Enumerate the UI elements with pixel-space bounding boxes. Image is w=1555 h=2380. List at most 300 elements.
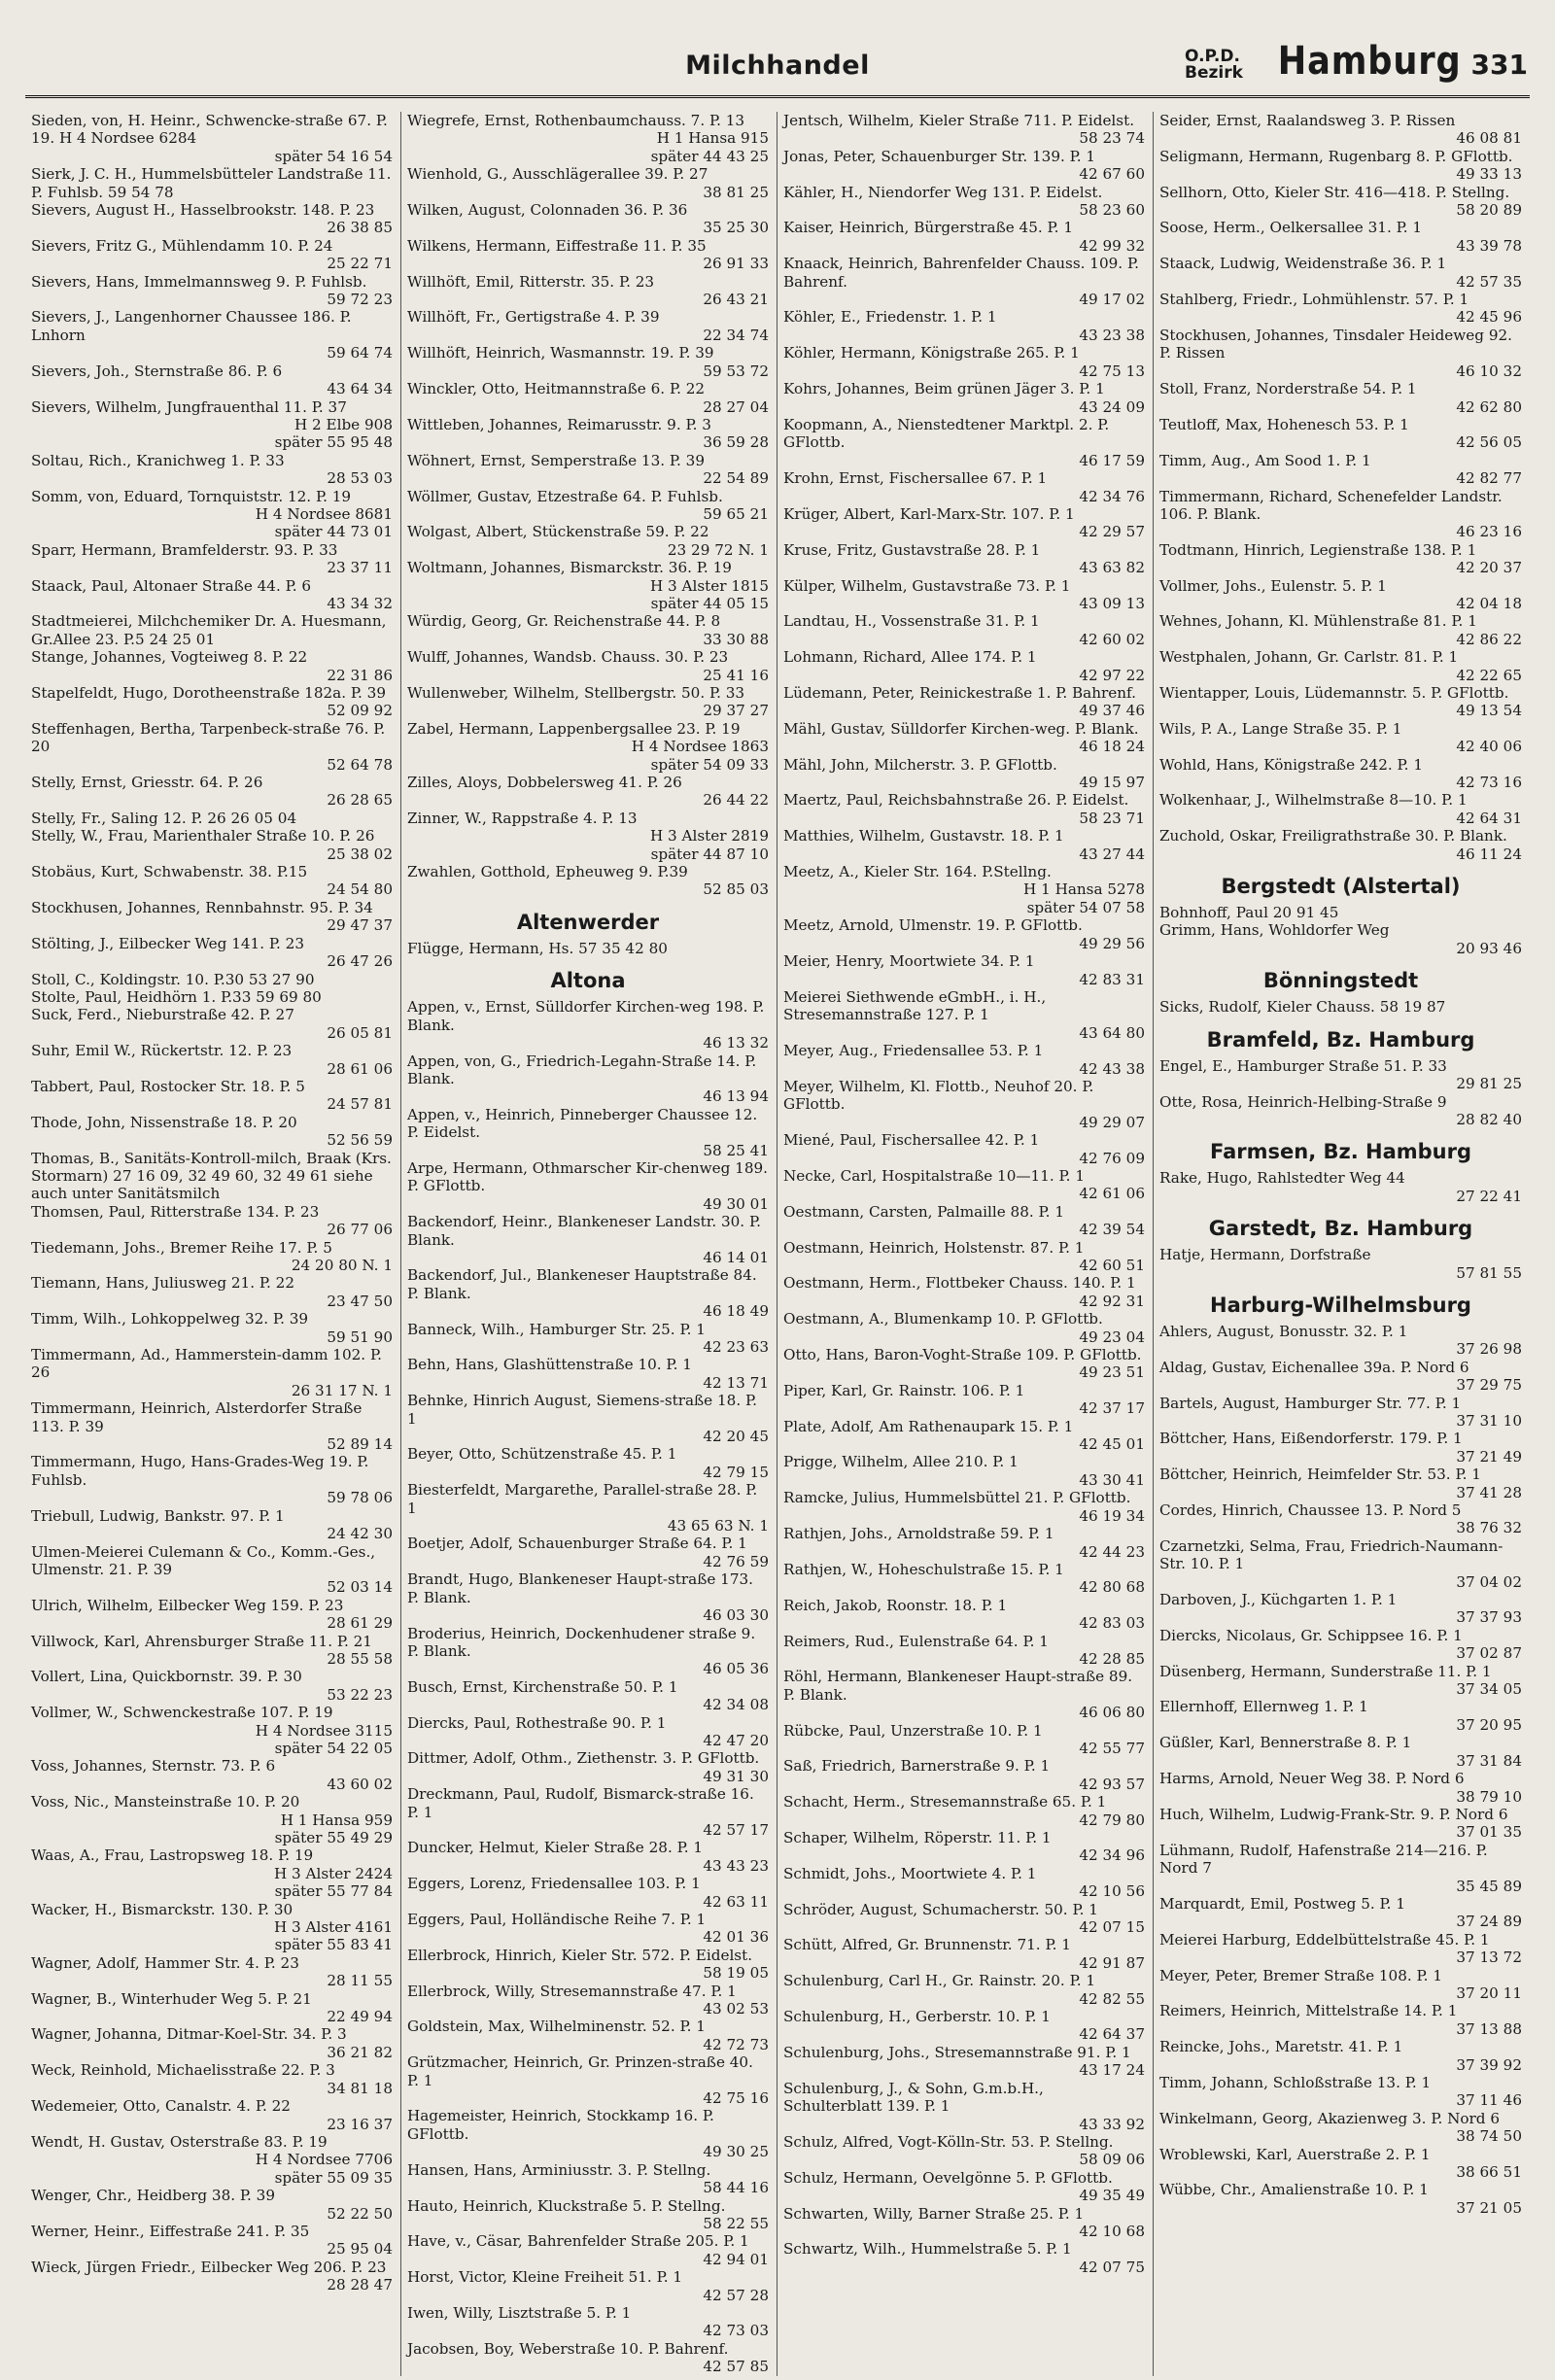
directory-entry <box>31 452 393 488</box>
entry-text: Meyer, Aug., Friedensallee 53. P. 1 <box>783 1042 1044 1060</box>
phone-number: später 55 83 41 <box>274 1936 393 1954</box>
directory-entry <box>407 1749 769 1785</box>
phone-number: 42 60 02 <box>1079 630 1145 648</box>
entry-text: Villwock, Karl, Ahrensburger Straße 11. P. 21 <box>31 1632 372 1650</box>
entry-text: Oestmann, Herm., Flottbeker Chauss. 140. P. 1 <box>783 1274 1136 1293</box>
entry-text: Vollert, Lina, Quickbornstr. 39. P. 30 <box>31 1668 302 1686</box>
directory-entry <box>1159 1770 1522 1806</box>
phone-number: 49 29 56 <box>1079 934 1145 952</box>
phone-number: 42 79 80 <box>1079 1811 1145 1829</box>
entry-text: Wagner, Adolf, Hammer Str. 4. P. 23 <box>31 1953 299 1972</box>
phone-number: später 55 09 35 <box>274 2168 393 2187</box>
phone-number: H 4 Nordsee 7706 <box>255 2151 393 2169</box>
directory-entry <box>783 899 1145 916</box>
directory-entry <box>31 1453 393 1506</box>
entry-text: Ahlers, August, Bonusstr. 32. P. 1 <box>1159 1322 1408 1340</box>
entry-text: Hagemeister, Heinrich, Stockkamp 16. P. GFlottb. <box>407 2107 714 2143</box>
entry-text: Schwartz, Wilh., Hummelstraße 5. P. 1 <box>783 2240 1072 2259</box>
entry-text: Stahlberg, Friedr., Lohmühlenstr. 57. P. 1 <box>1159 291 1469 309</box>
phone-number: später 44 73 01 <box>274 523 393 541</box>
entry-text: Wienhold, G., Ausschlägerallee 39. P. 27 <box>407 165 708 184</box>
directory-entry <box>783 1042 1145 1078</box>
phone-number: 46 11 24 <box>1456 845 1522 863</box>
phone-number: 49 30 01 <box>703 1194 769 1213</box>
entry-text: Backendorf, Heinr., Blankeneser Landstr. 30. P. Blank. <box>407 1213 761 1249</box>
directory-entry <box>407 1947 769 1983</box>
entry-text: Meyer, Wilhelm, Kl. Flottb., Neuhof 20. P. GFlottb. <box>783 1077 1094 1114</box>
phone-number: 43 09 13 <box>1079 594 1145 612</box>
entry-text: Cordes, Hinrich, Chaussee 13. P. Nord 5 <box>1159 1501 1462 1519</box>
phone-number: 43 24 09 <box>1079 397 1145 416</box>
phone-number: 27 22 41 <box>1456 1187 1522 1205</box>
directory-entry <box>407 1266 769 1320</box>
phone-number: 42 56 05 <box>1456 433 1522 452</box>
directory-entry <box>407 774 769 810</box>
entry-text: Sievers, J., Langenhorner Chaussee 186. P. Lnhorn <box>31 308 352 344</box>
phone-number: 22 31 86 <box>327 666 393 684</box>
entry-text: Zilles, Aloys, Dobbelersweg 41. P. 26 <box>407 774 682 792</box>
entry-text: Sierk, J. C. H., Hummelsbütteler Landstraße 11. P. Fuhlsb. 59 54 78 <box>31 165 392 201</box>
directory-entry <box>31 1668 393 1704</box>
entry-text: Wagner, Johanna, Ditmar-Koel-Str. 34. P. 3 <box>31 2025 347 2044</box>
phone-number: 59 53 72 <box>703 362 769 380</box>
entry-text: Wohld, Hans, Königstraße 242. P. 1 <box>1159 755 1423 774</box>
phone-number: 53 22 23 <box>327 1685 393 1704</box>
directory-entry <box>407 1535 769 1570</box>
phone-number: 42 45 01 <box>1079 1435 1145 1454</box>
phone-number: 58 23 74 <box>1079 129 1145 148</box>
directory-entry <box>407 684 769 720</box>
directory-entry <box>31 2061 393 2097</box>
entry-text: Hatje, Hermann, Dorfstraße <box>1159 1246 1371 1264</box>
directory-entry <box>783 505 1145 541</box>
directory-entry <box>407 1911 769 1947</box>
directory-entry <box>783 1561 1145 1597</box>
entry-text: Thomsen, Paul, Ritterstraße 134. P. 23 <box>31 1202 320 1221</box>
entry-text: Reich, Jakob, Roonstr. 18. P. 1 <box>783 1596 1008 1614</box>
directory-entry <box>31 433 393 451</box>
entry-text: Werner, Heinr., Eiffestraße 241. P. 35 <box>31 2222 310 2240</box>
directory-entry <box>407 2304 769 2340</box>
phone-number: 52 22 50 <box>327 2204 393 2223</box>
entry-text: Timmermann, Heinrich, Alsterdorfer Straße 113. P. 39 <box>31 1399 363 1435</box>
entry-text: Timm, Aug., Am Sood 1. P. 1 <box>1159 451 1371 469</box>
directory-entry <box>783 184 1145 220</box>
directory-entry <box>407 344 769 380</box>
directory-entry <box>783 2008 1145 2044</box>
phone-number: 46 13 32 <box>703 1034 769 1052</box>
phone-number: 42 83 31 <box>1079 970 1145 988</box>
phone-number: 29 37 27 <box>703 702 769 720</box>
phone-number: 57 81 55 <box>1456 1263 1522 1282</box>
directory-entry <box>31 810 393 827</box>
phone-number: 42 43 38 <box>1079 1059 1145 1078</box>
directory-entry <box>31 1901 393 1937</box>
phone-number: 42 01 36 <box>703 1928 769 1947</box>
entry-text: Wiegrefe, Ernst, Rothenbaumchauss. 7. P. 13 <box>407 112 745 129</box>
directory-entry <box>1159 2074 1522 2110</box>
entry-text: Arpe, Hermann, Othmarscher Kir-chenweg 189. P. GFlottb. <box>407 1158 768 1195</box>
entry-text: Lohmann, Richard, Allee 174. P. 1 <box>783 648 1037 667</box>
directory-entry <box>1159 1698 1522 1734</box>
directory-entry <box>783 2205 1145 2241</box>
phone-number: H 4 Nordsee 1863 <box>631 738 769 756</box>
phone-number: 28 11 55 <box>327 1972 393 1990</box>
phone-number: 43 60 02 <box>327 1775 393 1793</box>
directory-entry <box>783 1453 1145 1489</box>
phone-number: 52 09 92 <box>327 702 393 720</box>
directory-entry <box>1159 1842 1522 1895</box>
directory-entry <box>31 971 393 988</box>
directory-entry <box>1159 684 1522 720</box>
directory-entry <box>31 1114 393 1150</box>
phone-number: 37 13 88 <box>1456 2019 1522 2038</box>
entry-text: Steffenhagen, Bertha, Tarpenbeck-straße 76. P. 20 <box>31 719 386 756</box>
entry-text: Biesterfeldt, Margarethe, Parallel-straße 28. P. 1 <box>407 1481 758 1517</box>
city-name: Hamburg <box>1277 39 1462 84</box>
locality-heading: Bönningstedt <box>1262 969 1419 993</box>
directory-entry <box>783 416 1145 469</box>
entry-text: Matthies, Wilhelm, Gustavstr. 18. P. 1 <box>783 827 1064 845</box>
directory-entry <box>1159 255 1522 291</box>
phone-number: 52 89 14 <box>327 1435 393 1454</box>
directory-entry <box>407 273 769 309</box>
entry-text: Oestmann, Heinrich, Holstenstr. 87. P. 1 <box>783 1238 1085 1257</box>
column-4 <box>1154 112 1530 2376</box>
phone-number: H 3 Alster 2819 <box>649 827 769 845</box>
locality-heading: Altona <box>550 969 626 993</box>
directory-entry <box>407 845 769 863</box>
entry-text: Schaper, Wilhelm, Röperstr. 11. P. 1 <box>783 1829 1052 1846</box>
entry-text: Staack, Ludwig, Weidenstraße 36. P. 1 <box>1159 255 1447 273</box>
entry-text: Zuchold, Oskar, Freiligrathstraße 30. P. Blank. <box>1159 827 1507 845</box>
entry-text: Maertz, Paul, Reichsbahnstraße 26. P. Eidelst. <box>783 791 1129 810</box>
directory-entry <box>407 2053 769 2107</box>
phone-number: 23 29 72 N. 1 <box>667 540 769 559</box>
directory-entry <box>407 756 769 774</box>
directory-entry <box>407 612 769 648</box>
entry-text: Ramcke, Julius, Hummelsbüttel 21. P. GFlottb. <box>783 1489 1131 1507</box>
entry-text: Miené, Paul, Fischersallee 42. P. 1 <box>783 1131 1040 1150</box>
phone-number: 24 20 80 N. 1 <box>291 1257 393 1274</box>
directory-entry <box>783 791 1145 827</box>
phone-number: später 55 77 84 <box>274 1882 393 1901</box>
directory-entry <box>783 1668 1145 1721</box>
entry-text: Willhöft, Fr., Gertigstraße 4. P. 39 <box>407 308 660 327</box>
phone-number: 37 04 02 <box>1456 1572 1522 1591</box>
directory-entry <box>783 827 1145 863</box>
directory-entry <box>407 1678 769 1714</box>
entry-text: Willhöft, Emil, Ritterstr. 35. P. 23 <box>407 272 655 291</box>
phone-number: 42 28 85 <box>1079 1649 1145 1668</box>
directory-entry <box>407 2018 769 2053</box>
entry-text: Bohnhoff, Paul 20 91 45 <box>1159 904 1339 922</box>
directory-entry <box>31 1346 393 1399</box>
phone-number: 42 91 87 <box>1079 1953 1145 1972</box>
phone-number: 43 23 38 <box>1079 326 1145 344</box>
locality-heading: Farmsen, Bz. Hamburg <box>1209 1140 1472 1164</box>
phone-number: 37 11 46 <box>1456 2091 1522 2110</box>
directory-entry <box>1159 1895 1522 1931</box>
phone-number: 38 74 50 <box>1456 2127 1522 2146</box>
entry-text: Stelly, Ernst, Griesstr. 64. P. 26 <box>31 774 263 792</box>
phone-number: 37 24 89 <box>1456 1913 1522 1931</box>
phone-number: 28 28 47 <box>327 2276 393 2294</box>
directory-entry <box>31 165 393 201</box>
entry-text: Suck, Ferd., Nieburstraße 42. P. 27 <box>31 1006 294 1024</box>
phone-number: 49 30 25 <box>703 2143 769 2161</box>
phone-number: 37 26 98 <box>1456 1340 1522 1359</box>
entry-text: Winckler, Otto, Heitmannstraße 6. P. 22 <box>407 380 706 398</box>
directory-entry <box>1159 1430 1522 1466</box>
directory-entry <box>783 344 1145 380</box>
entry-text: Röhl, Hermann, Blankeneser Haupt-straße 89. P. Blank. <box>783 1668 1133 1704</box>
entry-text: Schulz, Hermann, Oevelgönne 5. P. GFlottb. <box>783 2168 1113 2187</box>
phone-number: 49 35 49 <box>1079 2187 1145 2205</box>
directory-entry <box>407 720 769 756</box>
entry-text: Winkelmann, Georg, Akazienweg 3. P. Nord 6 <box>1159 2109 1501 2127</box>
entry-text: Wedemeier, Otto, Canalstr. 4. P. 22 <box>31 2097 291 2116</box>
directory-entry <box>31 2025 393 2061</box>
phone-number: 42 67 60 <box>1079 165 1145 184</box>
directory-entry <box>31 2259 393 2294</box>
directory-entry <box>1159 1591 1522 1627</box>
directory-entry <box>407 452 769 488</box>
entry-text: Wittleben, Johannes, Reimarusstr. 9. P. 3 <box>407 415 711 433</box>
directory-entry <box>783 1203 1145 1239</box>
phone-number: 37 20 95 <box>1456 1715 1522 1734</box>
directory-entry <box>1159 1627 1522 1663</box>
directory-entry <box>1159 2110 1522 2146</box>
entry-text: Düsenberg, Hermann, Sunderstraße 11. P. 1 <box>1159 1662 1492 1680</box>
phone-number: H 1 Hansa 959 <box>280 1811 393 1829</box>
phone-number: 37 29 75 <box>1456 1376 1522 1395</box>
directory-entry <box>407 380 769 416</box>
entry-text: Appen, v., Heinrich, Pinneberger Chaussee 12. P. Eidelst. <box>407 1105 758 1142</box>
directory-entry <box>783 1972 1145 2008</box>
entry-text: Meierei Harburg, Eddelbüttelstraße 45. P. 1 <box>1159 1930 1490 1949</box>
entry-text: Timmermann, Hugo, Hans-Grades-Weg 19. P. Fuhlsb. <box>31 1453 369 1489</box>
directory-entry <box>31 1936 393 1953</box>
directory-entry <box>31 684 393 720</box>
phone-number: 49 29 07 <box>1079 1113 1145 1131</box>
locality-heading: Bergstedt (Alstertal) <box>1221 875 1461 899</box>
directory-entry <box>31 1882 393 1900</box>
phone-number: 42 60 51 <box>1079 1257 1145 1274</box>
entry-text: Dreckmann, Paul, Rudolf, Bismarck-straße 16. P. 1 <box>407 1785 754 1821</box>
entry-text: Voss, Nic., Mansteinstraße 10. P. 20 <box>31 1793 300 1811</box>
entry-text: Ellerbrock, Willy, Stresemannstraße 47. P. 1 <box>407 1982 737 2000</box>
directory-entry <box>31 112 393 165</box>
entry-text: Beyer, Otto, Schützenstraße 45. P. 1 <box>407 1445 677 1464</box>
phone-number: 24 57 81 <box>327 1095 393 1114</box>
entry-text: Stadtmeierei, Milchchemiker Dr. A. Huesmann, Gr.Allee 23. P.5 24 25 01 <box>31 612 387 648</box>
phone-number: 42 64 31 <box>1456 809 1522 827</box>
directory-entry <box>407 810 769 845</box>
phone-number: 43 65 63 N. 1 <box>667 1517 769 1535</box>
phone-number: 42 37 17 <box>1079 1399 1145 1418</box>
entry-text: Kruse, Fritz, Gustavstraße 28. P. 1 <box>783 540 1041 559</box>
column-3 <box>778 112 1154 2376</box>
column-1 <box>25 112 401 2376</box>
entry-text: Flügge, Hermann, Hs. 57 35 42 80 <box>407 939 668 957</box>
entry-text: Krüger, Albert, Karl-Marx-Str. 107. P. 1 <box>783 504 1075 523</box>
entry-text: Sievers, Wilhelm, Jungfrauenthal 11. P. 37 <box>31 397 347 416</box>
directory-entry <box>407 165 769 201</box>
entry-text: Wils, P. A., Lange Straße 35. P. 1 <box>1159 719 1402 738</box>
phone-number: 37 39 92 <box>1456 2055 1522 2074</box>
directory-entry <box>1159 2002 1522 2038</box>
directory-entry <box>31 1042 393 1078</box>
directory-entry <box>783 863 1145 899</box>
phone-number: 37 20 11 <box>1456 1983 1522 2002</box>
entry-text: Stobäus, Kurt, Schwabenstr. 38. P.15 <box>31 863 308 881</box>
phone-number: 52 85 03 <box>703 880 769 899</box>
directory-entry <box>1159 791 1522 827</box>
entry-text: Rathjen, W., Hoheschulstraße 15. P. 1 <box>783 1560 1064 1578</box>
phone-number: 28 55 58 <box>327 1649 393 1668</box>
entry-text: Schulenburg, Johs., Stresemannstraße 91. P. 1 <box>783 2043 1131 2061</box>
directory-entry <box>783 1346 1145 1382</box>
phone-number: 26 43 21 <box>703 291 769 309</box>
entry-text: Necke, Carl, Hospitalstraße 10—11. P. 1 <box>783 1166 1085 1185</box>
phone-number: 42 80 68 <box>1079 1578 1145 1597</box>
phone-number: 46 08 81 <box>1456 129 1522 148</box>
phone-number: 42 45 96 <box>1456 308 1522 327</box>
entry-text: Oestmann, Carsten, Palmaille 88. P. 1 <box>783 1202 1064 1221</box>
phone-number: 46 06 80 <box>1079 1704 1145 1722</box>
directory-entry <box>407 523 769 559</box>
directory-entry <box>783 2080 1145 2133</box>
directory-entry <box>783 112 1145 148</box>
phone-number: 22 49 94 <box>327 2008 393 2026</box>
directory-entry <box>407 201 769 237</box>
entry-text: Wulff, Johannes, Wandsb. Chauss. 30. P. 23 <box>407 648 729 667</box>
entry-text: Würdig, Georg, Gr. Reichenstraße 44. P. 8 <box>407 612 721 631</box>
directory-entry <box>31 1006 393 1042</box>
directory-entry <box>783 308 1145 344</box>
phone-number: H 3 Alster 1815 <box>649 576 769 595</box>
directory-entry <box>31 720 393 774</box>
phone-number: H 4 Nordsee 3115 <box>255 1721 393 1740</box>
directory-entry <box>1159 488 1522 541</box>
directory-entry <box>1159 1501 1522 1537</box>
phone-number: 34 81 18 <box>327 2079 393 2097</box>
directory-entry <box>1159 1466 1522 1501</box>
directory-entry <box>783 1757 1145 1793</box>
phone-number: 42 75 16 <box>703 2089 769 2108</box>
phone-number: 42 73 03 <box>703 2322 769 2340</box>
directory-entry <box>31 612 393 648</box>
phone-number: 43 63 82 <box>1079 559 1145 577</box>
phone-number: 36 59 28 <box>703 433 769 452</box>
entry-text: Behn, Hans, Glashüttenstraße 10. P. 1 <box>407 1356 692 1374</box>
entry-text: Teutloff, Max, Hohenesch 53. P. 1 <box>1159 415 1409 433</box>
entry-text: Todtmann, Hinrich, Legienstraße 138. P. 1 <box>1159 540 1477 559</box>
entry-text: Hauto, Heinrich, Kluckstraße 5. P. Stellng. <box>407 2196 726 2215</box>
phone-number: 58 19 05 <box>703 1964 769 1983</box>
entry-text: Wöhnert, Ernst, Semperstraße 13. P. 39 <box>407 451 706 469</box>
entry-text: Köhler, E., Friedenstr. 1. P. 1 <box>783 308 997 327</box>
phone-number: 46 10 32 <box>1456 362 1522 380</box>
directory-entry <box>1159 1395 1522 1431</box>
directory-entry <box>407 237 769 273</box>
entry-text: Mähl, John, Milcherstr. 3. P. GFlottb. <box>783 755 1057 774</box>
entry-text: Vollmer, W., Schwenckestraße 107. P. 19 <box>31 1704 333 1722</box>
entry-text: Ulrich, Wilhelm, Eilbecker Weg 159. P. 23 <box>31 1596 344 1614</box>
entry-text: Stange, Johannes, Vogteiweg 8. P. 22 <box>31 648 308 667</box>
directory-entry <box>1159 648 1522 684</box>
directory-entry <box>407 416 769 452</box>
directory-entry <box>407 1213 769 1266</box>
entry-text: Wöllmer, Gustav, Etzestraße 64. P. Fuhlsb. <box>407 487 723 505</box>
phone-number: H 2 Elbe 908 <box>294 415 393 433</box>
directory-entry <box>1159 1359 1522 1395</box>
directory-entry <box>783 380 1145 416</box>
phone-number: 42 61 06 <box>1079 1185 1145 1203</box>
directory-entry <box>31 1990 393 2026</box>
entry-text: Soose, Herm., Oelkersallee 31. P. 1 <box>1159 219 1423 237</box>
entry-text: Stoll, C., Koldingstr. 10. P.30 53 27 90 <box>31 970 315 988</box>
phone-number: 42 57 28 <box>703 2286 769 2304</box>
entry-text: Suhr, Emil W., Rückertstr. 12. P. 23 <box>31 1042 293 1060</box>
phone-number: 28 61 29 <box>327 1614 393 1633</box>
directory-entry <box>31 1740 393 1757</box>
phone-number: 35 45 89 <box>1456 1877 1522 1895</box>
phone-number: 49 15 97 <box>1079 774 1145 792</box>
phone-number: 28 53 03 <box>327 469 393 488</box>
directory-entry <box>407 488 769 524</box>
directory-entry <box>783 988 1145 1042</box>
directory-entry <box>31 935 393 971</box>
directory-entry <box>783 916 1145 952</box>
entry-text: Reimers, Heinrich, Mittelstraße 14. P. 1 <box>1159 2002 1458 2020</box>
entry-text: Wolkenhaar, J., Wilhelmstraße 8—10. P. 1 <box>1159 791 1468 810</box>
entry-text: Reimers, Rud., Eulenstraße 64. P. 1 <box>783 1632 1049 1650</box>
directory-entry <box>407 1445 769 1481</box>
phone-number: 37 31 84 <box>1456 1751 1522 1770</box>
directory-entry <box>31 988 393 1006</box>
phone-number: später 54 07 58 <box>1026 898 1145 916</box>
directory-entry <box>31 523 393 540</box>
phone-number: 38 66 51 <box>1456 2163 1522 2182</box>
locality-heading: Altenwerder <box>516 910 660 934</box>
directory-entry <box>783 1525 1145 1561</box>
phone-number: 42 34 08 <box>703 1696 769 1714</box>
entry-text: Sellhorn, Otto, Kieler Str. 416—418. P. Stellng. <box>1159 183 1510 201</box>
directory-entry <box>31 1507 393 1543</box>
column-2 <box>401 112 778 2376</box>
phone-number: 37 02 87 <box>1456 1644 1522 1663</box>
phone-number: 42 57 85 <box>703 2358 769 2376</box>
directory-entry <box>31 237 393 273</box>
directory-entry <box>31 2223 393 2259</box>
entry-text: Zinner, W., Rappstraße 4. P. 13 <box>407 809 638 827</box>
entry-text: Ellerbrock, Hinrich, Kieler Str. 572. P. Eidelst. <box>407 1946 753 1964</box>
directory-entry <box>31 1757 393 1793</box>
directory-entry <box>1159 1806 1522 1842</box>
phone-number: 26 28 65 <box>327 791 393 810</box>
entry-text: Banneck, Wilh., Hamburger Str. 25. P. 1 <box>407 1320 706 1338</box>
phone-number: 58 25 41 <box>703 1141 769 1159</box>
phone-number: 25 22 71 <box>327 255 393 273</box>
directory-entry <box>783 2169 1145 2205</box>
entry-text: Wagner, B., Winterhuder Weg 5. P. 21 <box>31 1989 312 2008</box>
directory-entry <box>783 1489 1145 1525</box>
entry-text: Grimm, Hans, Wohldorfer Weg <box>1159 921 1390 940</box>
phone-number: 46 13 94 <box>703 1087 769 1106</box>
entry-text: Diercks, Nicolaus, Gr. Schippsee 16. P. 1 <box>1159 1626 1463 1644</box>
